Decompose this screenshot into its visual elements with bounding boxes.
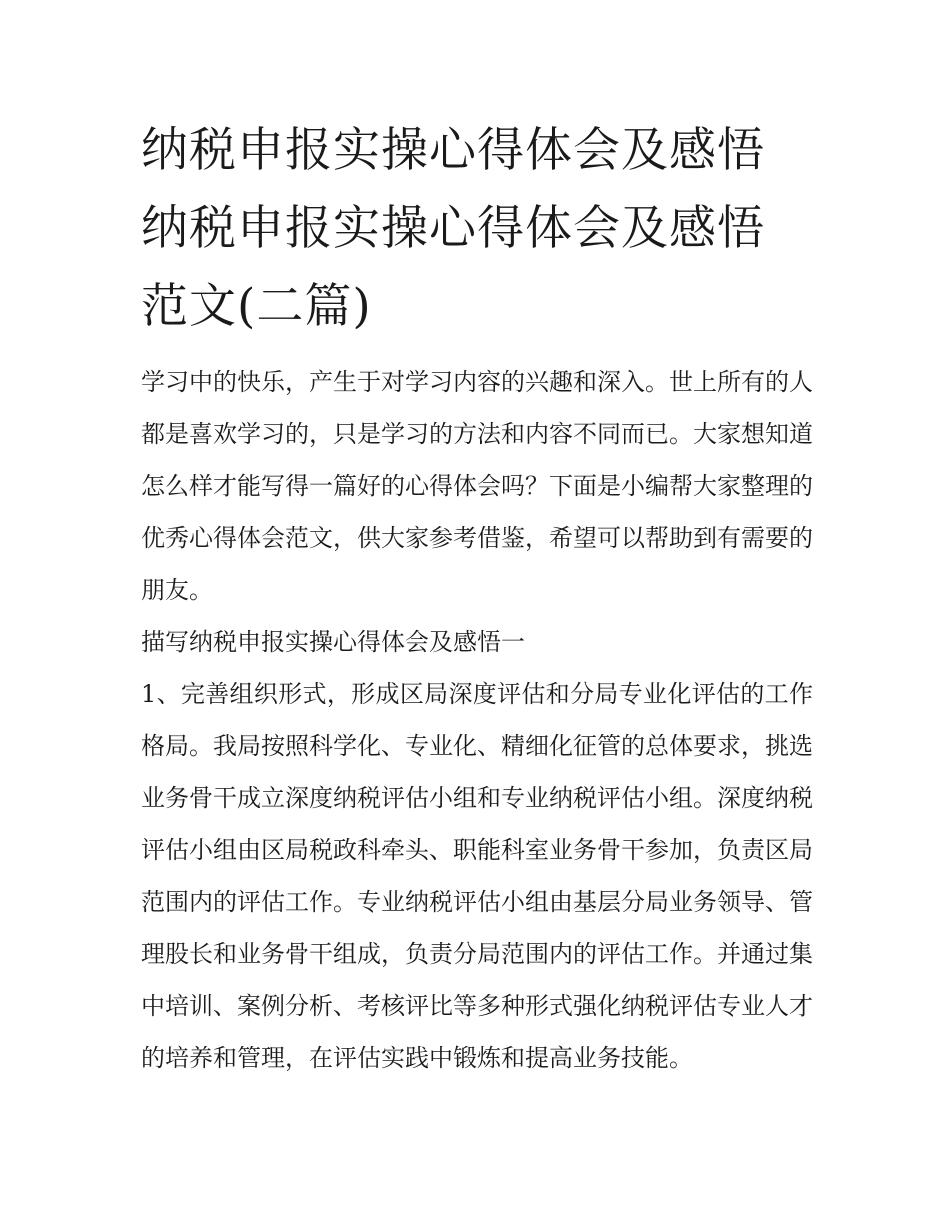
title-line-1: 纳税申报实操心得体会及感悟	[141, 123, 765, 178]
title-line-3: 范文(二篇)	[141, 279, 372, 334]
document-page	[141, 112, 813, 1084]
intro-paragraph: 学习中的快乐，产生于对学习内容的兴趣和深入。世上所有的人都是喜欢学习的，只是学习的方法和内容不同而已。大家想知道怎么样才能写得一篇好的心得体会吗？下面是小编帮大家整理的优秀心得体会范文，供大家参考借鉴，希望可以帮助到有需要的朋友。	[141, 368, 813, 604]
section-heading: 描写纳税申报实操心得体会及感悟一	[141, 628, 525, 656]
title-line-2: 纳税申报实操心得体会及感悟	[141, 201, 765, 256]
section-paragraph: 1、完善组织形式，形成区局深度评估和分局专业化评估的工作格局。我局按照科学化、专业化、精细化征管的总体要求，挑选业务骨干成立深度纳税评估小组和专业纳税评估小组。深度纳税评估小组由区局税政科牵头、职能科室业务骨干参加，负责区局范围内的评估工作。专业纳税评估小组由基层分局业务领导、管理股长和业务骨干组成，负责分局范围内的评估工作。并通过集中培训、案例分析、考核评比等多种形式强化纳税评估专业人才的培养和管理，在评估实践中锻炼和提高业务技能。	[141, 680, 813, 1072]
